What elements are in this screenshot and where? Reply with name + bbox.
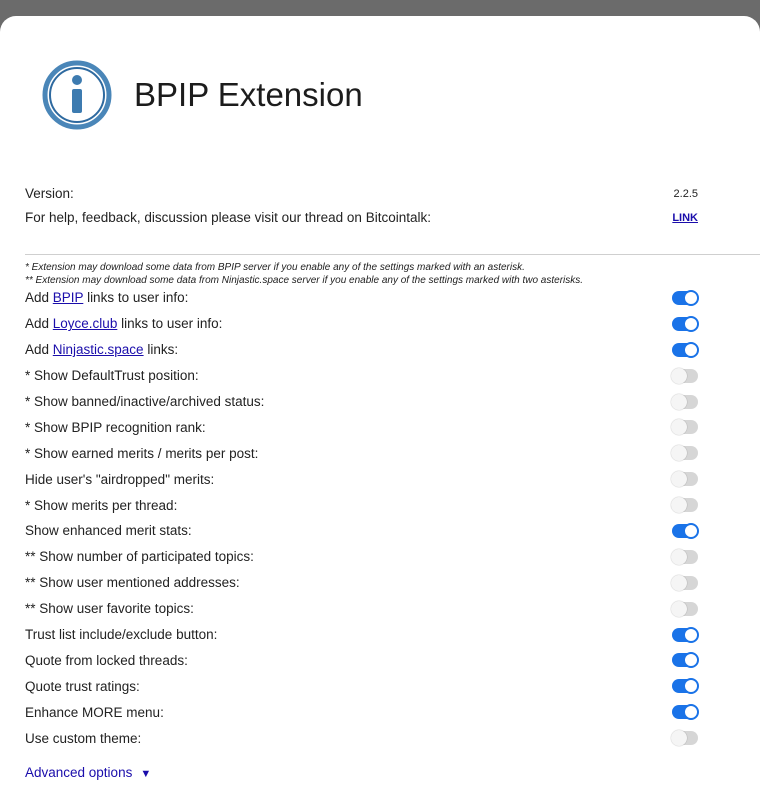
setting-inline-link[interactable]: BPIP [52, 290, 84, 306]
setting-row [25, 492, 700, 518]
advanced-options-toggle[interactable] [25, 765, 151, 780]
page-title: BPIP Extension [134, 76, 363, 113]
setting-label-prefix: Add [25, 316, 53, 332]
setting-label: Quote trust ratings: [25, 678, 140, 694]
setting-toggle[interactable] [672, 705, 698, 719]
setting-toggle[interactable] [672, 420, 698, 434]
setting-row [25, 389, 700, 415]
setting-label: Enhance MORE menu: [25, 704, 164, 720]
setting-label-prefix: Add [25, 290, 53, 306]
setting-label-suffix: links to user info: [117, 316, 223, 332]
setting-label [25, 316, 222, 331]
divider [25, 254, 760, 255]
setting-toggle[interactable] [672, 317, 698, 331]
version-label: Version: [25, 186, 74, 201]
setting-toggle[interactable] [672, 524, 698, 538]
setting-row [25, 337, 700, 363]
setting-row [25, 544, 700, 570]
toggle-knob [683, 316, 699, 332]
version-row [25, 186, 700, 201]
setting-row [25, 440, 700, 466]
toggle-knob [683, 627, 699, 643]
setting-row [25, 699, 700, 725]
setting-toggle[interactable] [672, 731, 698, 745]
info-icon [42, 60, 112, 130]
header [42, 60, 363, 130]
toggle-knob [683, 704, 699, 720]
setting-label-prefix: Add [25, 342, 53, 358]
bitcointalk-link[interactable]: LINK [672, 211, 698, 224]
setting-row [25, 311, 700, 337]
toggle-knob [683, 678, 699, 694]
toggle-knob [671, 575, 687, 591]
setting-label-suffix: links: [143, 342, 179, 358]
setting-label: Use custom theme: [25, 730, 142, 746]
popup-panel [0, 16, 760, 800]
toggle-knob [683, 523, 699, 539]
toggle-knob [683, 652, 699, 668]
setting-toggle[interactable] [672, 679, 698, 693]
settings-list [25, 285, 700, 751]
setting-row [25, 414, 700, 440]
setting-inline-link[interactable]: Loyce.club [52, 316, 118, 332]
toggle-knob [671, 368, 687, 384]
setting-label: Quote from locked threads: [25, 652, 188, 668]
setting-toggle[interactable] [672, 369, 698, 383]
setting-toggle[interactable] [672, 343, 698, 357]
setting-toggle[interactable] [672, 291, 698, 305]
setting-toggle[interactable] [672, 395, 698, 409]
toggle-knob [671, 394, 687, 410]
setting-label: * Show BPIP recognition rank: [25, 419, 206, 435]
toggle-knob [683, 342, 699, 358]
setting-toggle[interactable] [672, 576, 698, 590]
toggle-knob [671, 497, 687, 513]
setting-toggle[interactable] [672, 550, 698, 564]
setting-label: ** Show user mentioned addresses: [25, 575, 240, 591]
setting-label: ** Show number of participated topics: [25, 549, 254, 565]
setting-label-suffix: links to user info: [83, 290, 189, 306]
setting-inline-link[interactable]: Ninjastic.space [52, 342, 144, 358]
toggle-knob [683, 290, 699, 306]
setting-label [25, 342, 178, 357]
setting-row [25, 285, 700, 311]
toggle-knob [671, 730, 687, 746]
triangle-down-icon: ▼ [140, 768, 152, 780]
toggle-knob [671, 601, 687, 617]
setting-toggle[interactable] [672, 498, 698, 512]
setting-row [25, 518, 700, 544]
version-value: 2.2.5 [673, 187, 698, 200]
help-label: For help, feedback, discussion please visit our thread on Bitcointalk: [25, 210, 431, 225]
setting-label: * Show DefaultTrust position: [25, 368, 199, 384]
setting-row [25, 622, 700, 648]
setting-row [25, 647, 700, 673]
setting-row [25, 596, 700, 622]
help-row [25, 210, 700, 225]
setting-row [25, 466, 700, 492]
setting-row [25, 363, 700, 389]
setting-toggle[interactable] [672, 602, 698, 616]
toggle-knob [671, 549, 687, 565]
advanced-options-label: Advanced options [25, 765, 133, 780]
setting-label [25, 290, 188, 305]
setting-toggle[interactable] [672, 472, 698, 486]
setting-label: Show enhanced merit stats: [25, 523, 192, 539]
note-bpip-server: * Extension may download some data from BPIP server if you enable any of the settings marked with an asterisk. [25, 262, 525, 273]
note-ninjastic-server: ** Extension may download some data from Ninjastic.space server if you enable any of the settings marked with two asterisks. [25, 275, 584, 286]
setting-label: Hide user's "airdropped" merits: [25, 471, 215, 487]
setting-row [25, 725, 700, 751]
setting-label: * Show banned/inactive/archived status: [25, 394, 265, 409]
setting-label: ** Show user favorite topics: [25, 601, 194, 617]
setting-label: * Show earned merits / merits per post: [25, 445, 259, 461]
setting-toggle[interactable] [672, 628, 698, 642]
setting-row [25, 673, 700, 699]
setting-toggle[interactable] [672, 446, 698, 460]
setting-row [25, 570, 700, 596]
setting-label: Trust list include/exclude button: [25, 627, 218, 643]
setting-label: * Show merits per thread: [25, 497, 178, 513]
setting-toggle[interactable] [672, 653, 698, 667]
